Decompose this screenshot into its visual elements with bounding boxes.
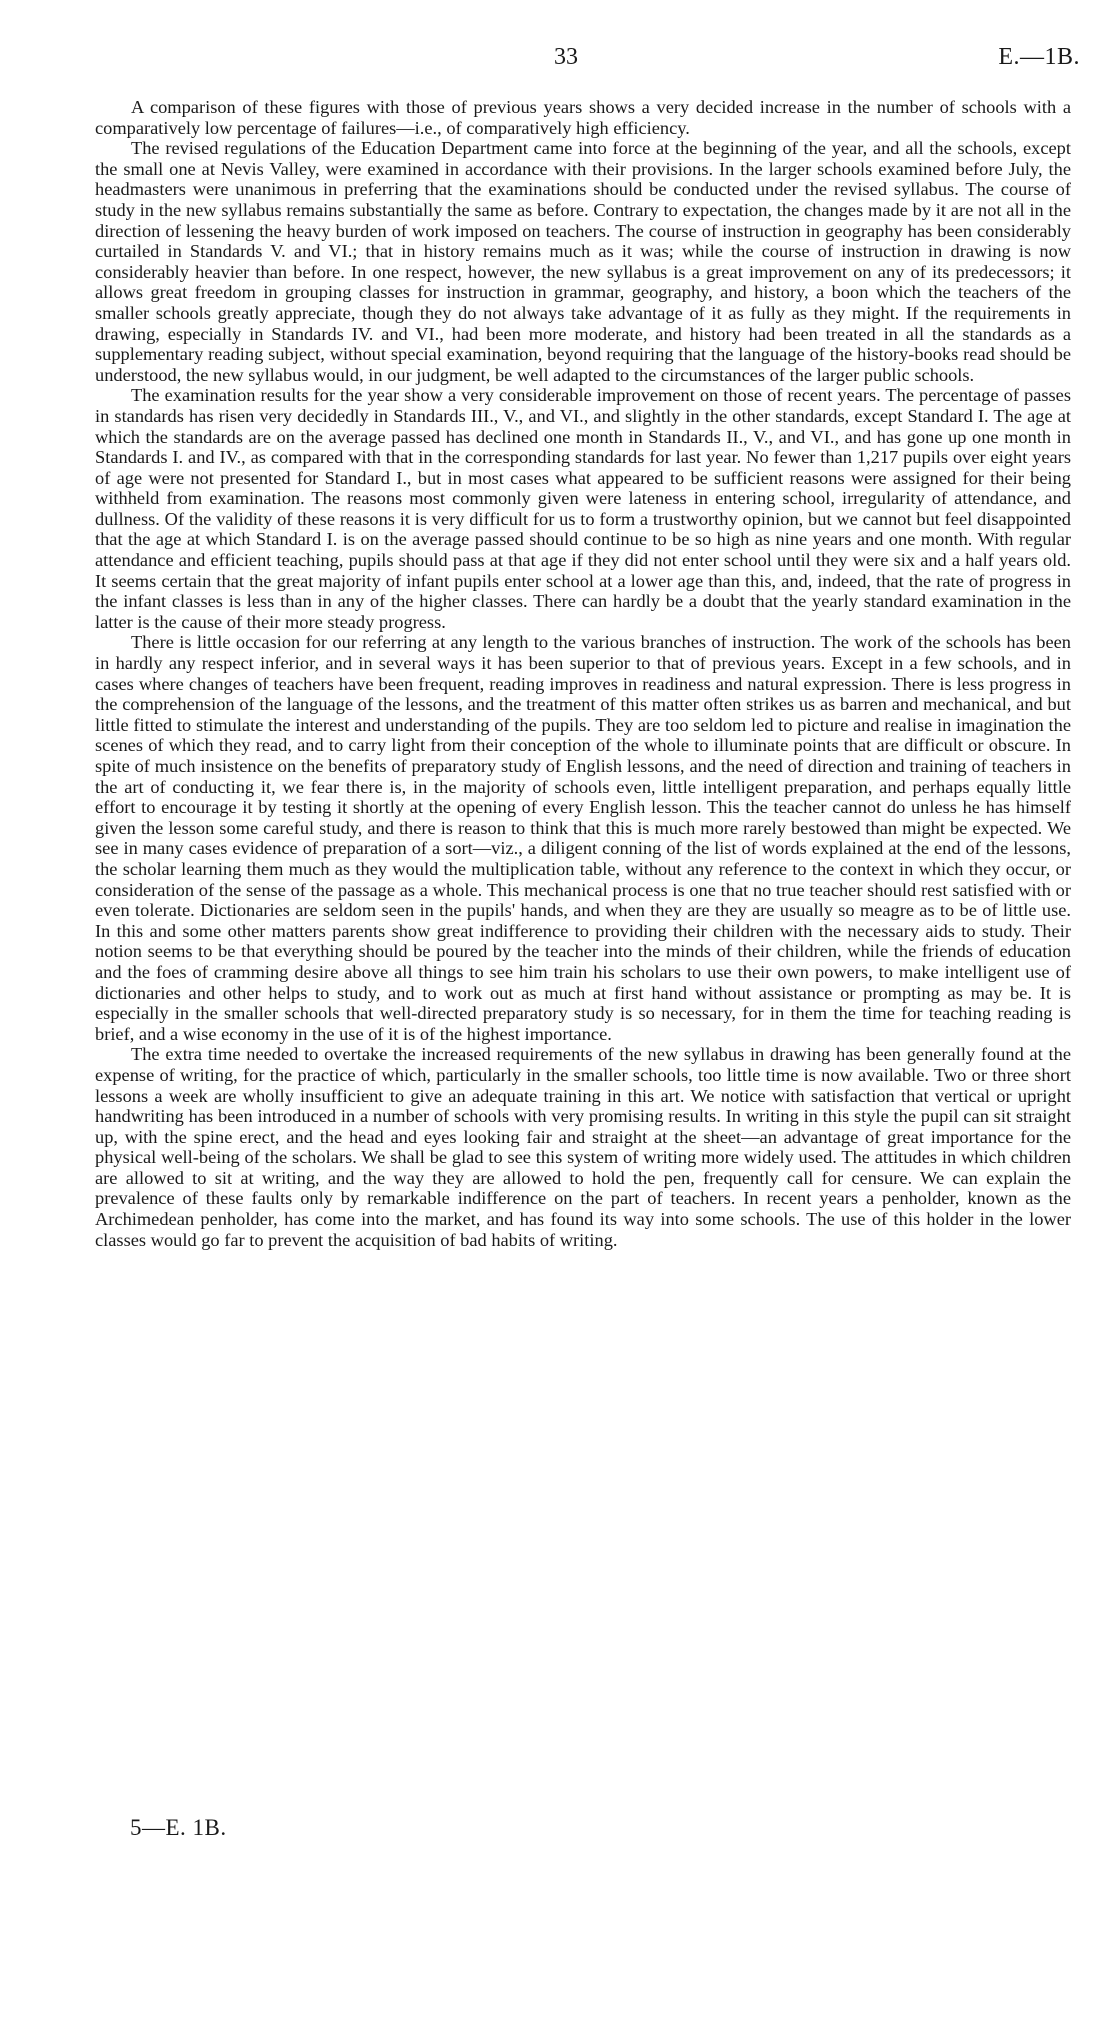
paragraph-drawing-and-writing: The extra time needed to overtake the increased requirements of the new syllabus in drawing has been generally found at the expense of writing, for the practice of which, particularly in the smaller schools, too little time is now available. Two or three short lessons a week are wholly insufficient to give an adequate training in this art. We notice with satisfaction that vertical or upright handwriting has been introduced in a number of schools with very promising results. In writing in this style the pupil can sit straight up, with the spine erect, and the head and eyes looking fair and straight at the sheet—an advantage of great importance for the physical well-being of the scholars. We shall be glad to see this system of writing more widely used. The attitudes in which children are allowed to sit at writing, and the way they are allowed to hold the pen, frequently call for censure. We can explain the prevalence of these faults only by remarkable indifference on the part of teachers. In recent years a penholder, known as the Archimedean penholder, has come into the market, and has found its way into some schools. The use of this holder in the lower classes would go far to prevent the acquisition of bad habits of writing. xyxy=(95,1044,1071,1250)
paragraph-failures-comparison: A comparison of these figures with those of previous years shows a very decided increase in the number of schools with a comparatively low percentage of failures—i.e., of comparatively high efficiency. xyxy=(95,97,1071,138)
body-text xyxy=(95,97,1071,1250)
signature-mark: 5—E. 1B. xyxy=(130,1815,227,1840)
paragraph-revised-regulations: The revised regulations of the Education Department came into force at the beginning of the year, and all the schools, except the small one at Nevis Valley, were examined in accordance with their provisions. In the larger schools examined before July, the headmasters were unanimous in preferring that the examinations should be conducted under the revised syllabus. The course of study in the new syllabus remains substantially the same as before. Contrary to expectation, the changes made by it are not all in the direction of lessening the heavy burden of work imposed on teachers. The course of instruction in geography has been considerably curtailed in Standards V. and VI.; that in history remains much as it was; while the course of instruction in drawing is now considerably heavier than before. In one respect, however, the new syllabus is a great improvement on any of its predecessors; it allows great freedom in grouping classes for instruction in grammar, geography, and history, a boon which the teachers of the smaller schools greatly appreciate, though they do not always take advantage of it as fully as they might. If the requirements in drawing, especially in Standards IV. and VI., had been more moderate, and history had been treated in all the standards as a supplementary reading subject, without special examination, beyond requiring that the language of the history-books read should be understood, the new syllabus would, in our judgment, be well adapted to the circumstances of the larger public schools. xyxy=(95,138,1071,385)
page-number: 33 xyxy=(554,44,578,70)
paragraph-branches-of-instruction: There is little occasion for our referring at any length to the various branches of instruction. The work of the schools has been in hardly any respect inferior, and in several ways it has been superior to that of previous years. Except in a few schools, and in cases where changes of teachers have been frequent, reading improves in readiness and natural expression. There is less progress in the comprehension of the language of the lessons, and the treatment of this matter often strikes us as barren and mechanical, and but little fitted to stimulate the interest and understanding of the pupils. They are too seldom led to picture and realise in imagination the scenes of which they read, and to carry light from their conception of the whole to illuminate points that are difficult or obscure. In spite of much insistence on the benefits of preparatory study of English lessons, and the need of direction and training of teachers in the art of conducting it, we fear there is, in the majority of schools even, little intelligent preparation, and perhaps equally little effort to encourage it by testing it shortly at the opening of every English lesson. This the teacher cannot do unless he has himself given the lesson some careful study, and there is reason to think that this is much more rarely bestowed than might be expected. We see in many cases evidence of preparation of a sort—viz., a diligent conning of the list of words explained at the end of the lessons, the scholar learning them much as they would the multiplication table, without any reference to the context in which they occur, or consideration of the sense of the passage as a whole. This mechanical process is one that no true teacher should rest satisfied with or even tolerate. Dictionaries are seldom seen in the pupils' hands, and when they are they are usually so meagre as to be of little use. In this and some other matters parents show great indifference to providing their children with the necessary aids to study. Their notion seems to be that everything should be poured by the teacher into the minds of their children, while the friends of education and the foes of cramming desire above all things to see him train his scholars to use their own powers, to make intelligent use of dictionaries and other helps to study, and to work out as much at first hand without assistance or prompting as may be. It is especially in the smaller schools that well-directed preparatory study is so necessary, for in them the time for teaching reading is brief, and a wise economy in the use of it is of the highest importance. xyxy=(95,632,1071,1044)
document-code: E.—1B. xyxy=(998,44,1080,70)
paragraph-examination-results: The examination results for the year show a very considerable improvement on those of recent years. The percentage of passes in standards has risen very decidedly in Standards III., V., and VI., and slightly in the other standards, except Standard I. The age at which the standards are on the average passed has declined one month in Standards II., V., and VI., and has gone up one month in Standards I. and IV., as compared with that in the corresponding standards for last year. No fewer than 1,217 pupils over eight years of age were not presented for Standard I., but in most cases what appeared to be sufficient reasons were assigned for their being withheld from examination. The reasons most commonly given were lateness in entering school, irregularity of attendance, and dullness. Of the validity of these reasons it is very difficult for us to form a trustworthy opinion, but we cannot but feel disappointed that the age at which Standard I. is on the average passed should continue to be so high as nine years and one month. With regular attendance and efficient teaching, pupils should pass at that age if they did not enter school until they were six and a half years old. It seems certain that the great majority of infant pupils enter school at a lower age than this, and, indeed, that the rate of progress in the infant classes is less than in any of the higher classes. There can hardly be a doubt that the yearly standard examination in the latter is the cause of their more steady progress. xyxy=(95,385,1071,632)
